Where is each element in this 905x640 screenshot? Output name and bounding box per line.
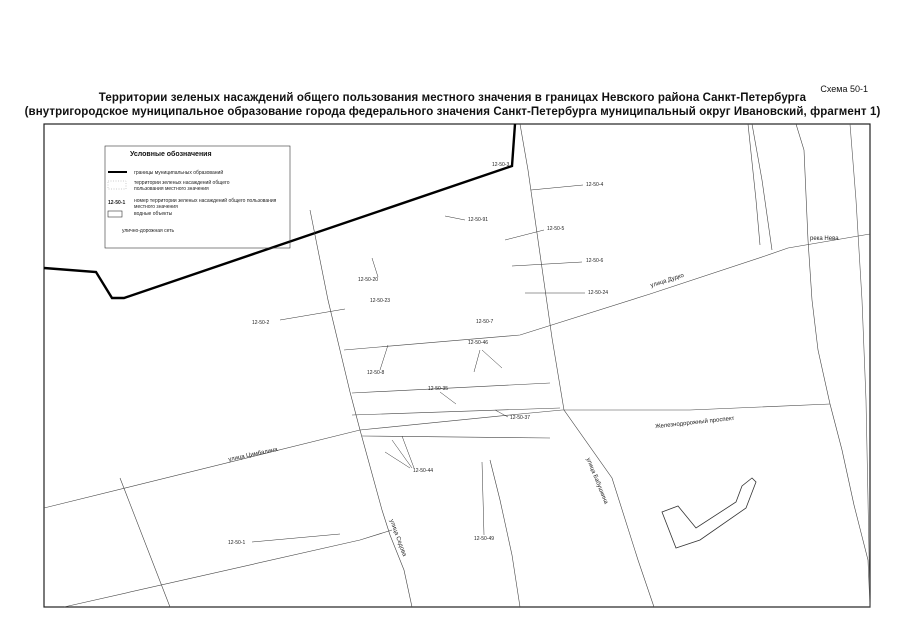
area-label-12-50-91: 12-50-91 [468, 217, 489, 223]
area-label-12-50-8: 12-50-8 [367, 370, 385, 376]
area-label-12-50-37: 12-50-37 [510, 415, 531, 421]
area-label-12-50-5: 12-50-5 [547, 226, 565, 232]
area-label-12-50-49: 12-50-49 [474, 536, 495, 542]
street-zheleznodorozhny: Железнодорожный проспект [654, 415, 735, 431]
street-network [44, 124, 870, 607]
area-label-12-50-4: 12-50-4 [586, 182, 604, 188]
area-label-12-50-20: 12-50-20 [358, 277, 379, 283]
legend-title: Условные обозначения [130, 151, 212, 158]
map-frame [44, 124, 870, 607]
river-bank [850, 124, 870, 607]
legend-water-symbol [108, 211, 122, 217]
area-label-12-50-23: 12-50-23 [370, 298, 391, 304]
river-neva: река Нева [810, 236, 839, 242]
area-label-12-50-44: 12-50-44 [413, 468, 434, 474]
street-tsimbalina: улица Цимбалина [227, 446, 279, 464]
area-label-12-50-1: 12-50-1 [228, 540, 246, 546]
area-label-12-50-3: 12-50-3 [492, 162, 510, 168]
legend-code-example: 12-50-1 [108, 200, 126, 206]
area-label-12-50-46: 12-50-46 [468, 340, 489, 346]
water-object [662, 478, 756, 548]
area-label-12-50-7: 12-50-7 [476, 319, 494, 325]
map-title: Территории зеленых насаждений общего пользования местного значения в границах Невского района Санкт-Петербурга [98, 92, 807, 104]
area-label-12-50-35: 12-50-35 [428, 386, 449, 392]
legend-item-area-number: номер территории зеленых насаждений общего пользования местного значения [134, 198, 277, 210]
area-label-12-50-6: 12-50-6 [586, 258, 604, 264]
street-babushkina: улица Бабушкина [584, 457, 609, 505]
street-dudko: улица Дудко [649, 272, 685, 290]
legend-item-green-areas: территории зеленых насаждений общего пользования местного значения [134, 180, 230, 192]
legend-item-boundary: границы муниципальных образований [134, 170, 224, 176]
area-label-12-50-2: 12-50-2 [252, 320, 270, 326]
scheme-number: Схема 50-1 [820, 84, 868, 94]
map-subtitle: (внутригородское муниципальное образование города федерального значения Санкт-Петербурга муниципальный округ Ивановский, фрагмент 1) [24, 106, 881, 118]
legend-item-water: водные объекты [134, 211, 173, 217]
area-label-12-50-24: 12-50-24 [588, 290, 609, 296]
legend-green-area-symbol [108, 181, 126, 189]
street-sedova: улица Седова [388, 518, 407, 558]
legend-item-streets: улично-дорожная сеть [122, 228, 175, 234]
